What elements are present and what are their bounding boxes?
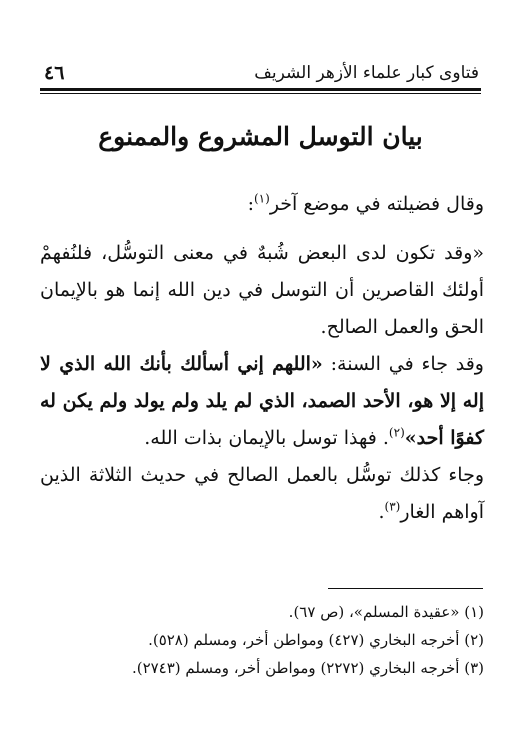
paragraph-2-tail: . فهذا توسل بالإيمان بذات الله. (144, 427, 389, 449)
paragraph-3-tail: . (378, 501, 385, 523)
paragraph-2-lead: وقد جاء في السنة: (322, 353, 484, 375)
header-rule (40, 88, 481, 91)
footnote-3: (٣) أخرجه البخاري (٢٢٧٢) ومواطن أخر، ومسلم (٢٧٤٣). (131, 659, 484, 677)
footnote-1: (١) «عقيدة المسلم»، (ص ٦٧). (288, 603, 484, 621)
paragraph-2 (40, 346, 484, 457)
header-rule-thin (40, 93, 481, 94)
paragraph-3 (40, 457, 484, 531)
paragraph-1: «وقد تكون لدى البعض شُبهٌ في معنى التوسُّل، فلنُفهمْ أولئك القاصرين أن التوسل في دين الله إنما هو بالإيمان الحق والعمل الصالح. (40, 242, 484, 338)
intro-text: وقال فضيلته في موضع آخر (269, 193, 484, 215)
footnote-2: (٢) أخرجه البخاري (٤٢٧) ومواطن أخر، ومسلم (٥٢٨). (148, 631, 484, 649)
page-header (40, 60, 481, 86)
footnote-separator (328, 588, 483, 589)
footnotes (40, 598, 484, 682)
running-title: فتاوى كبار علماء الأزهر الشريف (254, 63, 479, 83)
section-heading: بيان التوسل المشروع والممنوع (98, 122, 423, 151)
paragraph-3-text: وجاء كذلك توسُّل بالعمل الصالح في حديث الثلاثة الذين آواهم الغار (40, 464, 484, 523)
main-text (40, 186, 484, 531)
footnote-ref-3[interactable]: (٣) (384, 499, 401, 514)
page-number: ٤٦ (44, 62, 65, 84)
intro-paragraph (40, 186, 484, 223)
footnote-ref-2[interactable]: (٢) (388, 425, 405, 440)
hadith-quote: «اللهم إني أسألك بأنك الله الذي لا إله إلا هو، الأحد الصمد، الذي لم يلد ولم يولد ولم يكن له كفوًا أحد» (40, 353, 484, 449)
footnote-ref-1[interactable]: (١) (253, 191, 270, 206)
intro-tail: : (247, 193, 254, 215)
